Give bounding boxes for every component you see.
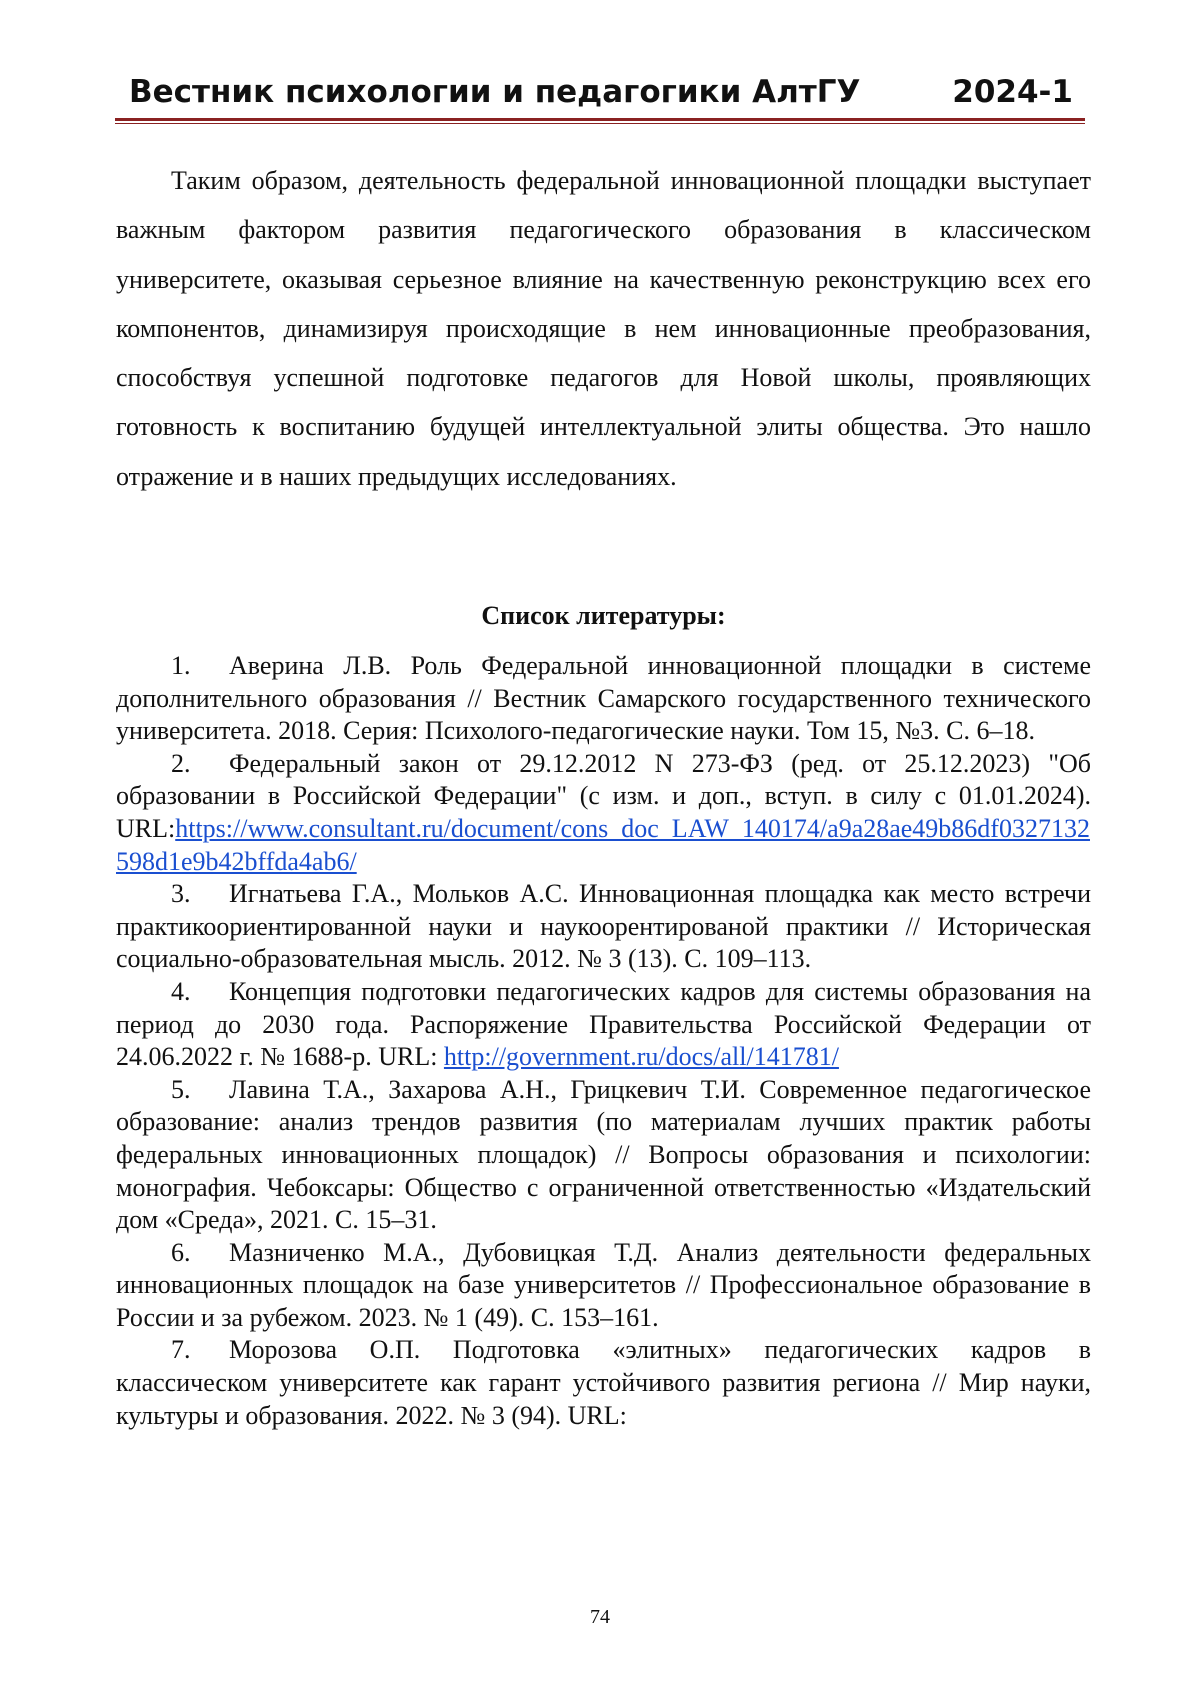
references-list [116,650,1091,1432]
reference-link[interactable]: https://www.consultant.ru/document/cons_doc_LAW_140174/a9a28ae49b86df0327132598d1e9b42bffda4ab6/ [116,813,1090,876]
reference-text: Морозова О.П. Подготовка «элитных» педагогических кадров в классическом университете как гарант устойчивого развития региона // Мир науки, культуры и образования. 2022. № 3 (94). URL: [116,1335,1091,1430]
running-header [115,74,1085,114]
reference-item [116,1074,1091,1237]
references-heading: Список литературы: [481,601,726,630]
header-rule-thick [115,118,1085,121]
reference-number: 2. [171,748,191,778]
reference-item [116,748,1091,878]
reference-number: 5. [171,1074,191,1104]
reference-number: 3. [171,879,191,909]
reference-text: Концепция подготовки педагогических кадров для системы образования на период до 2030 года. Распоряжение Правительства Российской Федерации от 24.06.2022 г. № 1688-р. URL: [116,976,1091,1072]
page-number: 74 [590,1606,610,1628]
reference-text: Федеральный закон от 29.12.2012 N 273-ФЗ (ред. от 25.12.2023) "Об образовании в Российской Федерации" (с изм. и доп., вступ. в силу с 01.01.2024). URL: [116,748,1091,843]
reference-number: 4. [171,976,191,1006]
reference-number: 7. [171,1335,191,1365]
reference-text: Мазниченко М.А., Дубовицкая Т.Д. Анализ деятельности федеральных инновационных площадок на базе университетов // Профессиональное образование в России и за рубежом. 2023. № 1 (49). С. 153–161. [116,1237,1091,1332]
reference-number: 1. [171,651,191,680]
reference-item [116,878,1091,976]
header-rule-thin [115,123,1085,124]
reference-item [116,976,1091,1074]
journal-title: Вестник психологии и педагогики АлтГУ [129,74,861,110]
reference-number: 6. [171,1237,191,1267]
reference-text: Игнатьева Г.А., Мольков А.С. Инновационная площадка как место встречи практикоориентированной науки и наукоорентированой практики // Историческая социально-образовательная мысль. 2012. № 3 (13). С. 109–113. [116,879,1091,974]
reference-link[interactable]: http://government.ru/docs/all/141781/ [443,1042,839,1072]
reference-item [116,650,1091,748]
conclusion-paragraph: Таким образом, деятельность федеральной инновационной площадки выступает важным фактором развития педагогического образования в классическом университете, оказывая серьезное влияние на качественную реконструкцию всех его компонентов, динамизируя происходящие в нем инновационные преобразования, способствуя успешной подготовке педагогов для Новой школы, проявляющих готовность к воспитанию будущей интеллектуальной элиты общества. Это нашло отражение и в наших предыдущих исследованиях. [116,166,1091,491]
reference-item [116,1237,1091,1335]
reference-text: Аверина Л.В. Роль Федеральной инновационной площадки в системе дополнительного образования // Вестник Самарского государственного технического университета. 2018. Серия: Психолого-педагогические науки. Том 15, №3. С. 6–18. [116,651,1091,746]
issue-number: 2024-1 [952,74,1073,110]
reference-item [116,1334,1091,1432]
reference-text: Лавина Т.А., Захарова А.Н., Грицкевич Т.И. Современное педагогическое образование: анализ трендов развития (по материалам лучших практик работы федеральных инновационных площадок) // Вопросы образования и психологии: монография. Чебоксары: Общество с ограниченной ответственностью «Издательский дом «Среда», 2021. С. 15–31. [116,1074,1091,1235]
